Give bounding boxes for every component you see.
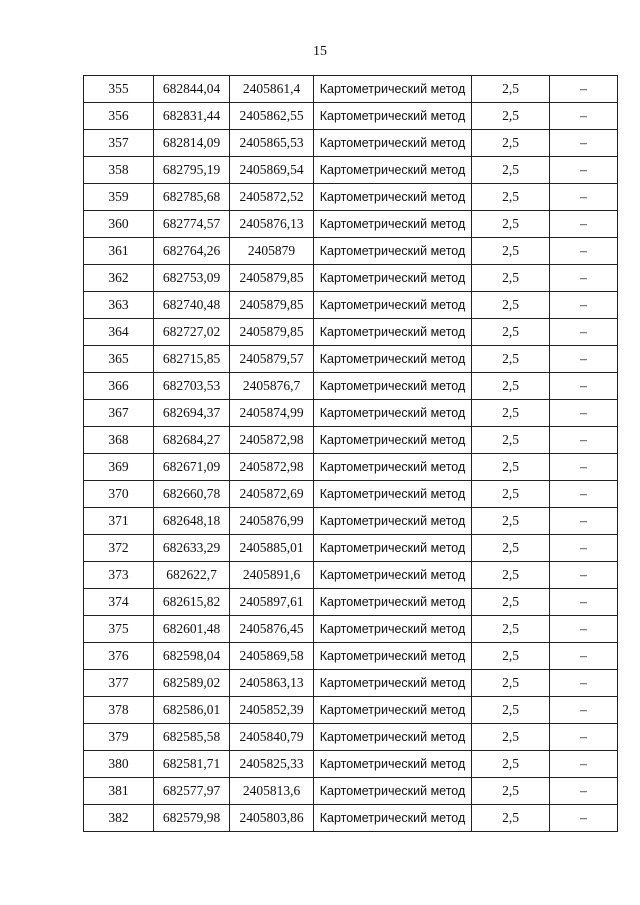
point-number-cell: 381 (84, 778, 154, 805)
point-number-cell: 355 (84, 76, 154, 103)
description-cell: – (550, 778, 618, 805)
y-coordinate-cell: 2405813,6 (230, 778, 314, 805)
x-coordinate-cell: 682753,09 (154, 265, 230, 292)
x-coordinate-cell: 682622,7 (154, 562, 230, 589)
method-cell: Картометрический метод (314, 157, 472, 184)
description-cell: – (550, 643, 618, 670)
description-cell: – (550, 427, 618, 454)
table-row (84, 265, 618, 292)
method-cell: Картометрический метод (314, 427, 472, 454)
x-coordinate-cell: 682684,27 (154, 427, 230, 454)
point-number-cell: 371 (84, 508, 154, 535)
method-cell: Картометрический метод (314, 211, 472, 238)
accuracy-cell: 2,5 (472, 265, 550, 292)
accuracy-cell: 2,5 (472, 346, 550, 373)
coordinates-table-body (84, 76, 618, 832)
point-number-cell: 366 (84, 373, 154, 400)
method-cell: Картометрический метод (314, 103, 472, 130)
table-row (84, 373, 618, 400)
y-coordinate-cell: 2405891,6 (230, 562, 314, 589)
y-coordinate-cell: 2405869,54 (230, 157, 314, 184)
description-cell: – (550, 481, 618, 508)
x-coordinate-cell: 682727,02 (154, 319, 230, 346)
table-row (84, 454, 618, 481)
y-coordinate-cell: 2405876,7 (230, 373, 314, 400)
description-cell: – (550, 805, 618, 832)
x-coordinate-cell: 682831,44 (154, 103, 230, 130)
y-coordinate-cell: 2405879,85 (230, 319, 314, 346)
table-row (84, 130, 618, 157)
description-cell: – (550, 319, 618, 346)
method-cell: Картометрический метод (314, 562, 472, 589)
method-cell: Картометрический метод (314, 508, 472, 535)
x-coordinate-cell: 682585,58 (154, 724, 230, 751)
method-cell: Картометрический метод (314, 697, 472, 724)
accuracy-cell: 2,5 (472, 130, 550, 157)
method-cell: Картометрический метод (314, 265, 472, 292)
y-coordinate-cell: 2405897,61 (230, 589, 314, 616)
table-row (84, 346, 618, 373)
accuracy-cell: 2,5 (472, 454, 550, 481)
description-cell: – (550, 157, 618, 184)
y-coordinate-cell: 2405879,85 (230, 265, 314, 292)
description-cell: – (550, 616, 618, 643)
x-coordinate-cell: 682774,57 (154, 211, 230, 238)
point-number-cell: 370 (84, 481, 154, 508)
method-cell: Картометрический метод (314, 805, 472, 832)
table-row (84, 238, 618, 265)
table-row (84, 535, 618, 562)
y-coordinate-cell: 2405869,58 (230, 643, 314, 670)
y-coordinate-cell: 2405876,13 (230, 211, 314, 238)
x-coordinate-cell: 682579,98 (154, 805, 230, 832)
table-row (84, 589, 618, 616)
x-coordinate-cell: 682703,53 (154, 373, 230, 400)
table-row (84, 643, 618, 670)
y-coordinate-cell: 2405840,79 (230, 724, 314, 751)
table-row (84, 400, 618, 427)
x-coordinate-cell: 682795,19 (154, 157, 230, 184)
y-coordinate-cell: 2405872,98 (230, 454, 314, 481)
y-coordinate-cell: 2405879,85 (230, 292, 314, 319)
accuracy-cell: 2,5 (472, 616, 550, 643)
description-cell: – (550, 535, 618, 562)
table-row (84, 427, 618, 454)
description-cell: – (550, 562, 618, 589)
accuracy-cell: 2,5 (472, 427, 550, 454)
accuracy-cell: 2,5 (472, 751, 550, 778)
description-cell: – (550, 292, 618, 319)
accuracy-cell: 2,5 (472, 238, 550, 265)
method-cell: Картометрический метод (314, 292, 472, 319)
y-coordinate-cell: 2405872,52 (230, 184, 314, 211)
point-number-cell: 361 (84, 238, 154, 265)
description-cell: – (550, 373, 618, 400)
method-cell: Картометрический метод (314, 76, 472, 103)
y-coordinate-cell: 2405879 (230, 238, 314, 265)
x-coordinate-cell: 682814,09 (154, 130, 230, 157)
description-cell: – (550, 103, 618, 130)
accuracy-cell: 2,5 (472, 157, 550, 184)
point-number-cell: 364 (84, 319, 154, 346)
description-cell: – (550, 238, 618, 265)
accuracy-cell: 2,5 (472, 535, 550, 562)
table-row (84, 292, 618, 319)
y-coordinate-cell: 2405825,33 (230, 751, 314, 778)
y-coordinate-cell: 2405803,86 (230, 805, 314, 832)
point-number-cell: 378 (84, 697, 154, 724)
x-coordinate-cell: 682844,04 (154, 76, 230, 103)
x-coordinate-cell: 682694,37 (154, 400, 230, 427)
accuracy-cell: 2,5 (472, 292, 550, 319)
method-cell: Картометрический метод (314, 373, 472, 400)
point-number-cell: 379 (84, 724, 154, 751)
description-cell: – (550, 346, 618, 373)
table-row (84, 211, 618, 238)
y-coordinate-cell: 2405879,57 (230, 346, 314, 373)
method-cell: Картометрический метод (314, 643, 472, 670)
table-row (84, 319, 618, 346)
y-coordinate-cell: 2405872,98 (230, 427, 314, 454)
table-row (84, 157, 618, 184)
accuracy-cell: 2,5 (472, 481, 550, 508)
description-cell: – (550, 184, 618, 211)
description-cell: – (550, 751, 618, 778)
description-cell: – (550, 265, 618, 292)
x-coordinate-cell: 682740,48 (154, 292, 230, 319)
method-cell: Картометрический метод (314, 184, 472, 211)
accuracy-cell: 2,5 (472, 508, 550, 535)
x-coordinate-cell: 682648,18 (154, 508, 230, 535)
point-number-cell: 372 (84, 535, 154, 562)
x-coordinate-cell: 682633,29 (154, 535, 230, 562)
description-cell: – (550, 724, 618, 751)
description-cell: – (550, 508, 618, 535)
description-cell: – (550, 697, 618, 724)
point-number-cell: 375 (84, 616, 154, 643)
table-row (84, 670, 618, 697)
method-cell: Картометрический метод (314, 319, 472, 346)
table-row (84, 562, 618, 589)
page-number: 15 (313, 44, 327, 59)
method-cell: Картометрический метод (314, 481, 472, 508)
point-number-cell: 360 (84, 211, 154, 238)
accuracy-cell: 2,5 (472, 76, 550, 103)
method-cell: Картометрический метод (314, 400, 472, 427)
point-number-cell: 362 (84, 265, 154, 292)
x-coordinate-cell: 682615,82 (154, 589, 230, 616)
description-cell: – (550, 670, 618, 697)
table-row (84, 103, 618, 130)
y-coordinate-cell: 2405865,53 (230, 130, 314, 157)
y-coordinate-cell: 2405861,4 (230, 76, 314, 103)
accuracy-cell: 2,5 (472, 589, 550, 616)
method-cell: Картометрический метод (314, 130, 472, 157)
description-cell: – (550, 76, 618, 103)
y-coordinate-cell: 2405876,45 (230, 616, 314, 643)
accuracy-cell: 2,5 (472, 697, 550, 724)
method-cell: Картометрический метод (314, 751, 472, 778)
y-coordinate-cell: 2405862,55 (230, 103, 314, 130)
method-cell: Картометрический метод (314, 238, 472, 265)
accuracy-cell: 2,5 (472, 400, 550, 427)
point-number-cell: 367 (84, 400, 154, 427)
table-row (84, 778, 618, 805)
x-coordinate-cell: 682586,01 (154, 697, 230, 724)
x-coordinate-cell: 682601,48 (154, 616, 230, 643)
accuracy-cell: 2,5 (472, 211, 550, 238)
description-cell: – (550, 454, 618, 481)
x-coordinate-cell: 682715,85 (154, 346, 230, 373)
y-coordinate-cell: 2405863,13 (230, 670, 314, 697)
point-number-cell: 376 (84, 643, 154, 670)
description-cell: – (550, 400, 618, 427)
accuracy-cell: 2,5 (472, 670, 550, 697)
point-number-cell: 374 (84, 589, 154, 616)
method-cell: Картометрический метод (314, 616, 472, 643)
method-cell: Картометрический метод (314, 535, 472, 562)
x-coordinate-cell: 682577,97 (154, 778, 230, 805)
x-coordinate-cell: 682598,04 (154, 643, 230, 670)
x-coordinate-cell: 682764,26 (154, 238, 230, 265)
method-cell: Картометрический метод (314, 778, 472, 805)
point-number-cell: 357 (84, 130, 154, 157)
accuracy-cell: 2,5 (472, 562, 550, 589)
point-number-cell: 356 (84, 103, 154, 130)
point-number-cell: 359 (84, 184, 154, 211)
table-row (84, 805, 618, 832)
y-coordinate-cell: 2405885,01 (230, 535, 314, 562)
x-coordinate-cell: 682589,02 (154, 670, 230, 697)
coordinates-table (83, 75, 618, 832)
point-number-cell: 358 (84, 157, 154, 184)
point-number-cell: 369 (84, 454, 154, 481)
table-row (84, 76, 618, 103)
point-number-cell: 382 (84, 805, 154, 832)
point-number-cell: 377 (84, 670, 154, 697)
description-cell: – (550, 211, 618, 238)
accuracy-cell: 2,5 (472, 103, 550, 130)
accuracy-cell: 2,5 (472, 643, 550, 670)
point-number-cell: 368 (84, 427, 154, 454)
method-cell: Картометрический метод (314, 346, 472, 373)
table-row (84, 184, 618, 211)
table-row (84, 697, 618, 724)
y-coordinate-cell: 2405852,39 (230, 697, 314, 724)
table-row (84, 508, 618, 535)
accuracy-cell: 2,5 (472, 778, 550, 805)
x-coordinate-cell: 682660,78 (154, 481, 230, 508)
table-row (84, 751, 618, 778)
y-coordinate-cell: 2405876,99 (230, 508, 314, 535)
method-cell: Картометрический метод (314, 454, 472, 481)
table-row (84, 724, 618, 751)
table-row (84, 616, 618, 643)
x-coordinate-cell: 682581,71 (154, 751, 230, 778)
accuracy-cell: 2,5 (472, 805, 550, 832)
y-coordinate-cell: 2405872,69 (230, 481, 314, 508)
point-number-cell: 365 (84, 346, 154, 373)
x-coordinate-cell: 682785,68 (154, 184, 230, 211)
accuracy-cell: 2,5 (472, 373, 550, 400)
description-cell: – (550, 130, 618, 157)
method-cell: Картометрический метод (314, 670, 472, 697)
accuracy-cell: 2,5 (472, 319, 550, 346)
table-row (84, 481, 618, 508)
point-number-cell: 380 (84, 751, 154, 778)
method-cell: Картометрический метод (314, 589, 472, 616)
y-coordinate-cell: 2405874,99 (230, 400, 314, 427)
description-cell: – (550, 589, 618, 616)
accuracy-cell: 2,5 (472, 724, 550, 751)
x-coordinate-cell: 682671,09 (154, 454, 230, 481)
method-cell: Картометрический метод (314, 724, 472, 751)
point-number-cell: 373 (84, 562, 154, 589)
accuracy-cell: 2,5 (472, 184, 550, 211)
point-number-cell: 363 (84, 292, 154, 319)
